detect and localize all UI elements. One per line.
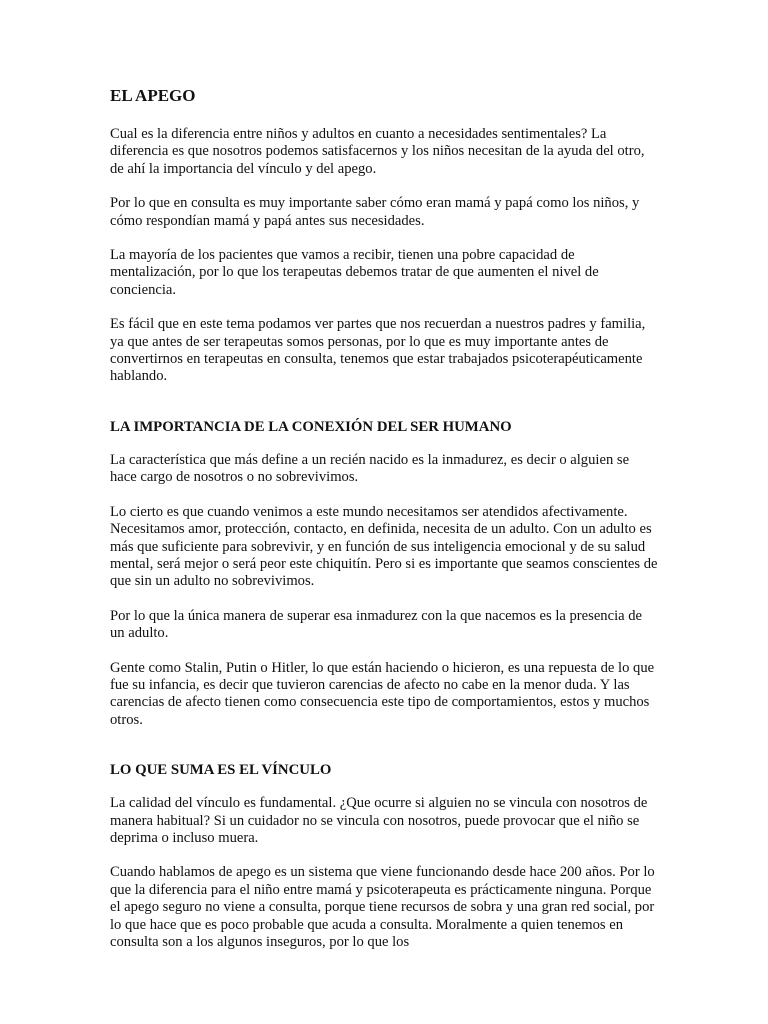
paragraph: Lo cierto es que cuando venimos a este mundo necesitamos ser atendidos afectivamente. Necesitamos amor, protección, contacto, en definida, necesita de un adulto. Con un adulto es más que suficiente para sobrevivir, y en función de sus inteligencia emocional y de su salud mental, será mejor o será peor este chiquitín. Pero si es importante que seamos conscientes de que sin un adulto no sobrevivimos. bbox=[110, 503, 658, 590]
document-title: EL APEGO bbox=[110, 86, 196, 105]
section-importancia-conexion bbox=[110, 418, 658, 729]
paragraph: Gente como Stalin, Putin o Hitler, lo que están haciendo o hicieron, es una repuesta de lo que fue su infancia, es decir que tuvieron carencias de afecto no cabe en la menor duda. Y las carencias de afecto tienen como consecuencia este tipo de comportamientos, estos y muchos otros. bbox=[110, 659, 655, 728]
section-heading: LO QUE SUMA ES EL VÍNCULO bbox=[110, 762, 332, 779]
section-el-apego bbox=[110, 126, 658, 386]
paragraph: La calidad del vínculo es fundamental. ¿Que ocurre si alguien no se vincula con nosotros de manera habitual? Si un cuidador no se vincula con nosotros, puede provocar que el niño se deprima o incluso muera. bbox=[110, 795, 648, 846]
paragraph: Cuando hablamos de apego es un sistema que viene funcionando desde hace 200 años. Por lo que la diferencia para el niño entre mamá y psicoterapeuta es prácticamente ninguna. Porque el apego seguro no viene a consulta, porque tiene recursos de sobra y una gran red social, por lo que hace que es poco probable que acuda a consulta. Moralmente a quien tenemos en consulta son a los algunos inseguros, por lo que los bbox=[110, 864, 655, 950]
paragraph: Cual es la diferencia entre niños y adultos en cuanto a necesidades sentimentales? La diferencia es que nosotros podemos satisfacernos y los niños necesitan de la ayuda del otro, de ahí la importancia del vínculo y del apego. bbox=[110, 126, 645, 177]
paragraph: Es fácil que en este tema podamos ver partes que nos recuerdan a nuestros padres y familia, ya que antes de ser terapeutas somos personas, por lo que es muy importante antes de convertirnos en terapeutas en consulta, tenemos que estar trabajados psicoterapéuticamente hablando. bbox=[110, 316, 646, 385]
section-heading: LA IMPORTANCIA DE LA CONEXIÓN DEL SER HUMANO bbox=[110, 418, 512, 435]
paragraph: Por lo que la única manera de superar esa inmadurez con la que nacemos es la presencia de un adulto. bbox=[110, 607, 643, 642]
paragraph: La mayoría de los pacientes que vamos a recibir, tienen una pobre capacidad de mentalización, por lo que los terapeutas debemos tratar de que aumenten el nivel de conciencia. bbox=[110, 247, 599, 298]
paragraph: La característica que más define a un recién nacido es la inmadurez, es decir o alguien se hace cargo de nosotros o no sobrevivimos. bbox=[110, 451, 630, 486]
section-suma-vinculo bbox=[110, 761, 658, 951]
paragraph: Por lo que en consulta es muy importante saber cómo eran mamá y papá como los niños, y cómo respondían mamá y papá antes sus necesidades. bbox=[110, 195, 640, 229]
document-page bbox=[110, 84, 658, 968]
